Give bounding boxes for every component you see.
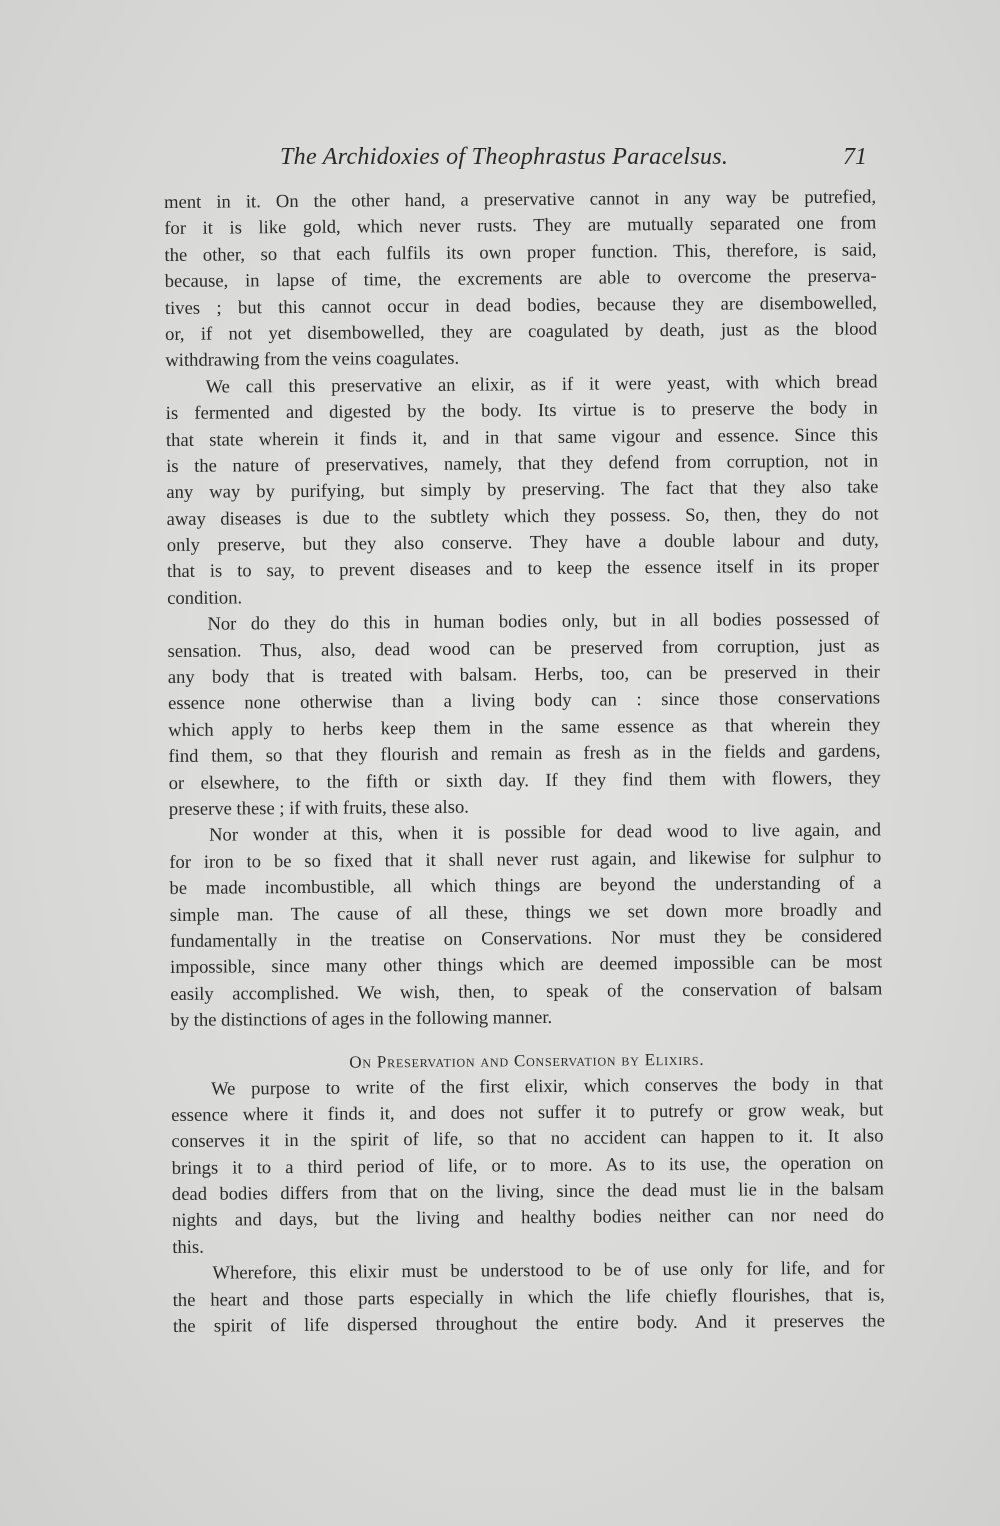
text-line: ment in it. On the other hand, a preservative cannot in any way be putrefied, [164,186,877,213]
text-line: the spirit of life dispersed throughout the entire body. And it preserves the [172,1310,885,1337]
text-line: or, if not yet disembowelled, they are coagulated by death, just as the blood [165,318,878,345]
text-line: find them, so that they flourish and remain as fresh as in the fields and gardens, [168,740,881,768]
text-line: the other, so that each fulfils its own proper function. This, therefore, is said, [164,239,877,266]
running-title: The Archidoxies of Theophrastus Paracelsus. [280,144,729,170]
body-text [164,184,885,1340]
text-line: away diseases is due to the subtlety which they possess. So, then, they do not [166,503,879,530]
text-line: any way by purifying, but simply by preserving. The fact that they also take [166,476,879,504]
text-line: because, in lapse of time, the excrements are able to overcome the preserva- [164,265,877,293]
section-heading: On Preservation and Conservation by Elixirs. [349,1049,705,1072]
text-line: be made incombustible, all which things are beyond the understanding of a [169,872,882,900]
text-line: brings it to a third period of life, or to more. As to its use, the operation on [171,1152,884,1179]
text-line: or elsewhere, to the fifth or sixth day. If they find them with flowers, they [168,766,881,794]
text-line: dead bodies differs from that on the living, since the dead must lie in the balsam [171,1178,884,1206]
text-line: any body that is treated with balsam. Herbs, too, can be preserved in their [167,661,880,689]
text-line: for iron to be so fixed that it shall never rust again, and likewise for sulphur to [169,846,882,873]
text-line: Nor wonder at this, when it is possible for dead wood to live again, and [208,819,882,847]
text-line: easily accomplished. We wish, then, to speak of the conservation of balsam [170,978,883,1005]
text-line: essence where it finds it, and does not suffer it to putrefy or grow weak, but [171,1099,884,1126]
text-line: is the nature of preservatives, namely, that they defend from corruption, not in [166,450,879,477]
text-line: sensation. Thus, also, dead wood can be preserved from corruption, just as [167,635,880,662]
text-line: Nor do they do this in human bodies only, but in all bodies possessed of [207,608,880,635]
text-line: simple man. The cause of all these, things we set down more broadly and [169,898,882,926]
text-line: is fermented and digested by the body. Its virtue is to preserve the body in [165,397,878,425]
text-line: preserve these ; if with fruits, these also. [168,796,469,820]
text-line: for it is like gold, which never rusts. They are mutually separated one from [164,212,877,240]
text-line: nights and days, but the living and healthy bodies neither can nor need do [172,1204,885,1232]
text-line: We purpose to write of the first elixir, which conserves the body in that [210,1072,884,1100]
text-line: which apply to herbs keep them in the same essence as that wherein they [168,714,881,741]
text-line: essence none otherwise than a living body can : since those conservations [167,687,881,715]
text-line: only preserve, but they also conserve. They have a double labour and duty, [166,529,879,557]
page-number: 71 [843,144,867,170]
text-line: withdrawing from the veins coagulates. [165,348,460,372]
text-line: impossible, since many other things which are deemed impossible can be most [170,951,883,979]
text-line: tives ; but this cannot occur in dead bodies, because they are disembowelled, [164,291,877,319]
text-line: the heart and those parts especially in which the life chiefly flourishes, that is, [172,1283,885,1311]
text-line: fundamentally in the treatise on Conservations. Nor must they be considered [169,925,882,952]
text-line: Wherefore, this elixir must be understood to be of use only for life, and for [212,1257,885,1284]
text-line: by the distinctions of ages in the following manner. [170,1007,553,1032]
text-line: We call this preservative an elixir, as if it were yeast, with which bread [205,371,878,398]
text-line: this. [172,1236,204,1258]
text-line: condition. [167,587,243,609]
text-line: that is to say, to prevent diseases and to keep the essence itself in its proper [166,555,880,583]
running-head [160,138,880,178]
text-line: conserves it in the spirit of life, so that no accident can happen to it. It also [171,1125,884,1153]
text-line: that state wherein it finds it, and in that same vigour and essence. Since this [165,423,879,451]
